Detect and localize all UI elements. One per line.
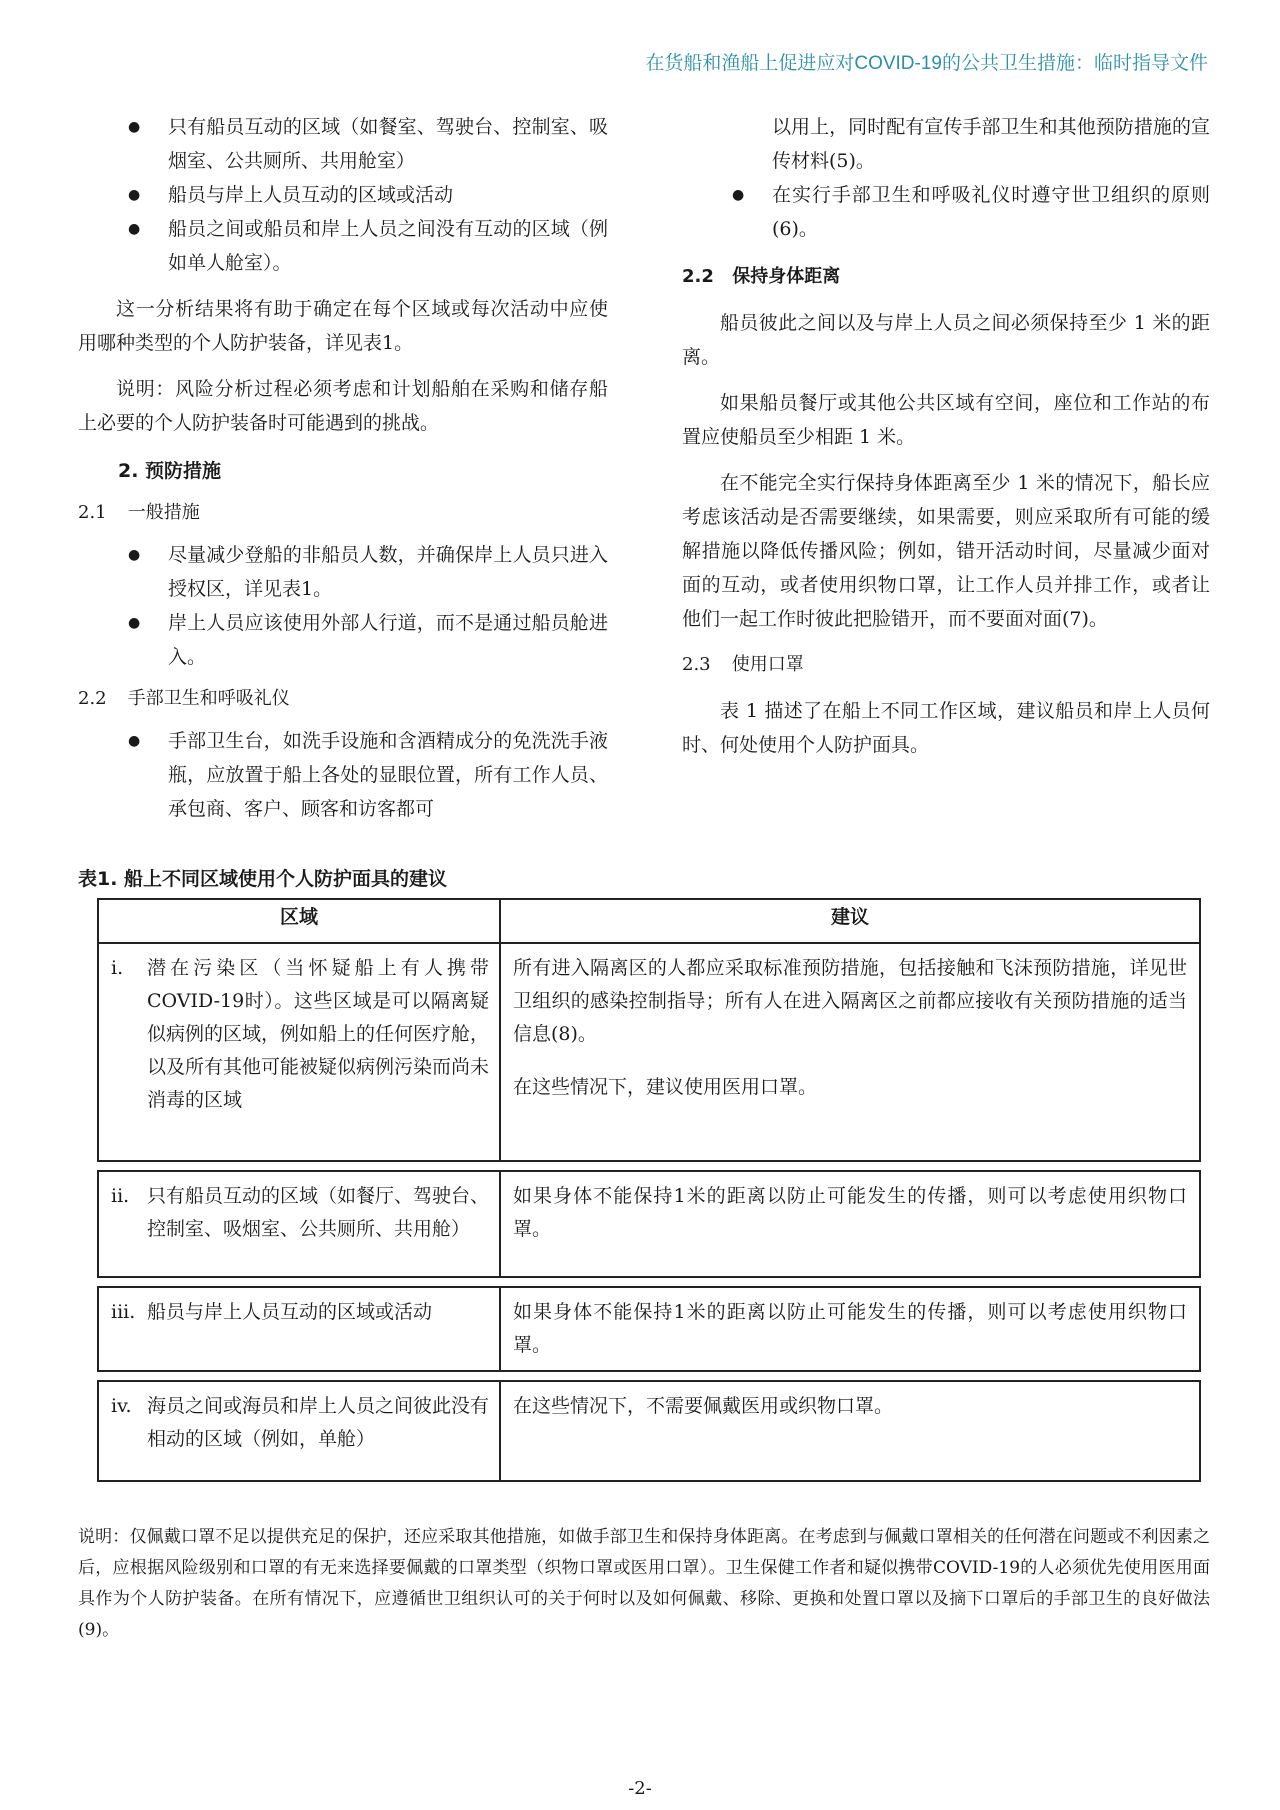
bullet-text: 船员与岸上人员互动的区域或活动 [168, 184, 454, 206]
subsection-number: 2.2 [682, 266, 714, 287]
recommendation-cell [500, 1171, 1200, 1277]
bullet-text: 尽量减少登船的非船员人数，并确保岸上人员只进入授权区，详见表1。 [168, 544, 608, 600]
bullet-icon: ● [128, 547, 141, 563]
area-text: 海员之间或海员和岸上人员之间彼此没有相动的区域（例如，单舱） [147, 1395, 490, 1450]
section-heading: 2. 预防措施 [118, 460, 222, 482]
list-item [682, 178, 1210, 246]
area-text: 船员与岸上人员互动的区域或活动 [147, 1301, 433, 1323]
table-row [98, 1381, 1200, 1481]
list-item [78, 538, 608, 606]
table-row [98, 943, 1200, 1161]
subsection-number: 2.2 [78, 688, 107, 709]
subsection-number: 2.3 [682, 654, 711, 675]
recommendation-text: 在这些情况下，不需要佩戴医用或织物口罩。 [513, 1395, 894, 1417]
table-row [98, 1287, 1200, 1371]
paragraph: 说明：风险分析过程必须考虑和计划船舶在采购和储存船上必要的个人防护装备时可能遇到的挑战。 [78, 378, 608, 434]
column-header-area: 区域 [98, 899, 500, 943]
row-number: ii. [111, 1185, 130, 1207]
recommendation-text: 所有进入隔离区的人都应采取标准预防措施，包括接触和飞沫预防措施，详见世卫组织的感染控制指导；所有人在进入隔离区之前都应接收有关预防措施的适当信息(8)。 [513, 957, 1187, 1045]
area-cell [98, 1171, 500, 1277]
subsection-title: 保持身体距离 [732, 266, 841, 287]
recommendation-cell [500, 1287, 1200, 1371]
row-number: iv. [111, 1395, 132, 1417]
list-item [78, 110, 608, 178]
subsection-heading [682, 648, 1210, 682]
subsection-heading [78, 496, 608, 530]
table-row [98, 1171, 1200, 1277]
bullet-text: 岸上人员应该使用外部人行道，而不是通过船员舱进入。 [168, 612, 608, 668]
bullet-text: 以用上，同时配有宣传手部卫生和其他预防措施的宣传材料(5)。 [772, 116, 1210, 172]
list-item [78, 724, 608, 826]
paragraph: 如果船员餐厅或其他公共区域有空间，座位和工作站的布置应使船员至少相距 1 米。 [682, 392, 1210, 448]
recommendation-text: 如果身体不能保持1米的距离以防止可能发生的传播，则可以考虑使用织物口罩。 [513, 1301, 1187, 1356]
subsection-number: 2.1 [78, 502, 107, 523]
recommendation-cell [500, 1381, 1200, 1481]
bullet-icon: ● [128, 119, 141, 135]
recommendation-cell [500, 943, 1200, 1161]
paragraph: 在不能完全实行保持身体距离至少 1 米的情况下，船长应考虑该活动是否需要继续，如果需要，则应采取所有可能的缓解措施以降低传播风险；例如，错开活动时间，尽量减少面对面的互动，或者使用织物口罩，让工作人员并排工作，或者让他们一起工作时彼此把脸错开，而不要面对面(7)。 [682, 472, 1210, 630]
row-number: i. [111, 957, 124, 979]
bullet-text: 只有船员互动的区域（如餐室、驾驶台、控制室、吸烟室、公共厕所、共用舱室） [168, 116, 608, 172]
bullet-icon: ● [128, 733, 141, 749]
area-text: 潜在污染区（当怀疑船上有人携带 COVID-19时）。这些区域是可以隔离疑似病例的区域，例如船上的任何医疗舱，以及所有其他可能被疑似病例污染而尚未消毒的区域 [147, 957, 490, 1111]
document-header: 在货船和渔船上促进应对COVID-19的公共卫生措施：临时指导文件 [645, 53, 1208, 74]
subsection-title: 一般措施 [127, 502, 200, 523]
bullet-icon: ● [128, 221, 141, 237]
table-caption: 表1. 船上不同区域使用个人防护面具的建议 [78, 868, 448, 890]
subsection-title: 手部卫生和呼吸礼仪 [127, 688, 290, 709]
left-column [78, 110, 608, 826]
subsection-title: 使用口罩 [731, 654, 804, 675]
list-item [78, 178, 608, 212]
bullet-text: 手部卫生台，如洗手设施和含酒精成分的免洗洗手液瓶，应放置于船上各处的显眼位置，所有工作人员、承包商、客户、顾客和访客都可 [168, 730, 608, 820]
column-header-recommendation: 建议 [500, 899, 1200, 943]
list-item [78, 212, 608, 280]
bullet-icon: ● [128, 615, 141, 631]
area-text: 只有船员互动的区域（如餐厅、驾驶台、控制室、吸烟室、公共厕所、共用舱） [147, 1185, 490, 1240]
bullet-icon: ● [128, 187, 141, 203]
area-cell [98, 943, 500, 1161]
bullet-text: 在实行手部卫生和呼吸礼仪时遵守世卫组织的原则(6)。 [772, 184, 1210, 240]
paragraph: 这一分析结果将有助于确定在每个区域或每次活动中应使用哪种类型的个人防护装备，详见表1。 [78, 298, 608, 354]
paragraph: 船员彼此之间以及与岸上人员之间必须保持至少 1 米的距离。 [682, 312, 1210, 368]
paragraph: 表 1 描述了在船上不同工作区域，建议船员和岸上人员何时、何处使用个人防护面具。 [682, 700, 1210, 756]
list-item [78, 606, 608, 674]
table-note: 说明：仅佩戴口罩不足以提供充足的保护，还应采取其他措施，如做手部卫生和保持身体距离。在考虑到与佩戴口罩相关的任何潜在问题或不利因素之后，应根据风险级别和口罩的有无来选择要佩戴的口罩类型（织物口罩或医用口罩）。卫生保健工作者和疑似携带COVID-19的人必须优先使用医用面具作为个人防护装备。在所有情况下，应遵循世卫组织认可的关于何时以及如何佩戴、移除、更换和处置口罩以及摘下口罩后的手部卫生的良好做法(9)。 [78, 1527, 1210, 1640]
row-number: iii. [111, 1301, 136, 1323]
recommendation-table [97, 898, 1201, 1482]
area-cell [98, 1381, 500, 1481]
recommendation-text: 在这些情况下，建议使用医用口罩。 [513, 1076, 818, 1098]
list-item-continued [682, 110, 1210, 178]
subsection-heading [78, 682, 608, 716]
bullet-text: 船员之间或船员和岸上人员之间没有互动的区域（例如单人舱室）。 [168, 218, 608, 274]
table-header-row [98, 899, 1200, 943]
right-column [682, 110, 1210, 774]
recommendation-text: 如果身体不能保持1米的距离以防止可能发生的传播，则可以考虑使用织物口罩。 [513, 1185, 1187, 1240]
area-cell [98, 1287, 500, 1371]
subsection-heading [682, 260, 1210, 294]
bullet-icon: ● [732, 187, 745, 203]
page-number: -2- [628, 1778, 652, 1799]
